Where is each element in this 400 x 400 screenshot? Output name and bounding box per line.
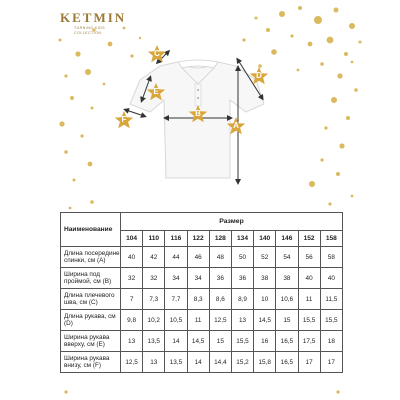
value-cell: 54 bbox=[276, 247, 298, 268]
size-chart bbox=[60, 212, 343, 373]
brand-tagline-line1: TURNING KIDS bbox=[74, 26, 106, 30]
value-cell: 13,5 bbox=[143, 331, 165, 352]
value-cell: 17 bbox=[320, 352, 342, 373]
value-cell: 15 bbox=[209, 331, 231, 352]
value-cell: 7 bbox=[121, 289, 143, 310]
brand-name: KETMIN bbox=[60, 10, 127, 25]
value-cell: 10 bbox=[254, 289, 276, 310]
row-label: Ширина рукава вверху, см (E) bbox=[61, 331, 121, 352]
table-row bbox=[61, 289, 343, 310]
value-cell: 10,6 bbox=[276, 289, 298, 310]
value-cell: 12,5 bbox=[209, 310, 231, 331]
label-star-e bbox=[146, 82, 166, 102]
brand-tagline-line2: COLLECTION bbox=[74, 30, 102, 35]
label-star-b bbox=[188, 104, 208, 124]
size-cell: 152 bbox=[298, 231, 320, 247]
value-cell: 36 bbox=[209, 268, 231, 289]
value-cell: 14 bbox=[187, 352, 209, 373]
size-cell: 140 bbox=[254, 231, 276, 247]
table-row bbox=[61, 331, 343, 352]
label-e: E bbox=[153, 87, 159, 96]
value-cell: 38 bbox=[276, 268, 298, 289]
value-cell: 56 bbox=[298, 247, 320, 268]
value-cell: 15,8 bbox=[254, 352, 276, 373]
label-star-c bbox=[147, 44, 167, 64]
label-star-f bbox=[114, 110, 134, 130]
value-cell: 15 bbox=[276, 310, 298, 331]
value-cell: 9,8 bbox=[121, 310, 143, 331]
value-cell: 10,5 bbox=[165, 310, 187, 331]
value-cell: 40 bbox=[121, 247, 143, 268]
row-label: Ширина под проймой, см (B) bbox=[61, 268, 121, 289]
value-cell: 7,3 bbox=[143, 289, 165, 310]
value-cell: 17,5 bbox=[298, 331, 320, 352]
table-header-row bbox=[61, 213, 343, 231]
value-cell: 13 bbox=[231, 310, 253, 331]
name-column-header: Наименование bbox=[61, 213, 121, 247]
table-row bbox=[61, 352, 343, 373]
label-b: B bbox=[195, 109, 201, 118]
value-cell: 15,2 bbox=[231, 352, 253, 373]
value-cell: 16 bbox=[254, 331, 276, 352]
label-d: D bbox=[256, 71, 262, 80]
size-cell: 104 bbox=[121, 231, 143, 247]
value-cell: 32 bbox=[121, 268, 143, 289]
value-cell: 34 bbox=[187, 268, 209, 289]
value-cell: 40 bbox=[320, 268, 342, 289]
value-cell: 46 bbox=[187, 247, 209, 268]
value-cell: 18 bbox=[320, 331, 342, 352]
value-cell: 42 bbox=[143, 247, 165, 268]
label-c: C bbox=[154, 49, 160, 58]
value-cell: 8,9 bbox=[231, 289, 253, 310]
value-cell: 11 bbox=[298, 289, 320, 310]
size-cell: 122 bbox=[187, 231, 209, 247]
value-cell: 8,3 bbox=[187, 289, 209, 310]
size-table bbox=[60, 212, 343, 373]
value-cell: 15,5 bbox=[231, 331, 253, 352]
row-label: Длина плечевого шва, см (C) bbox=[61, 289, 121, 310]
value-cell: 16,5 bbox=[276, 352, 298, 373]
value-cell: 32 bbox=[143, 268, 165, 289]
value-cell: 52 bbox=[254, 247, 276, 268]
label-a: A bbox=[233, 121, 239, 130]
size-cell: 116 bbox=[165, 231, 187, 247]
value-cell: 13 bbox=[143, 352, 165, 373]
table-row bbox=[61, 247, 343, 268]
size-cell: 158 bbox=[320, 231, 342, 247]
label-star-a bbox=[226, 116, 246, 136]
value-cell: 16,5 bbox=[276, 331, 298, 352]
value-cell: 7,7 bbox=[165, 289, 187, 310]
value-cell: 12,5 bbox=[121, 352, 143, 373]
value-cell: 14,5 bbox=[187, 331, 209, 352]
value-cell: 38 bbox=[254, 268, 276, 289]
row-label: Ширина рукава внизу, см (F) bbox=[61, 352, 121, 373]
value-cell: 14,4 bbox=[209, 352, 231, 373]
value-cell: 15,5 bbox=[320, 310, 342, 331]
label-star-d bbox=[249, 66, 269, 86]
value-cell: 14,5 bbox=[254, 310, 276, 331]
value-cell: 50 bbox=[231, 247, 253, 268]
value-cell: 17 bbox=[298, 352, 320, 373]
value-cell: 40 bbox=[298, 268, 320, 289]
value-cell: 34 bbox=[165, 268, 187, 289]
value-cell: 58 bbox=[320, 247, 342, 268]
label-f: F bbox=[121, 115, 127, 124]
value-cell: 48 bbox=[209, 247, 231, 268]
size-column-header: Размер bbox=[121, 213, 343, 231]
row-label: Длина посередине спинки, см (A) bbox=[61, 247, 121, 268]
value-cell: 15,5 bbox=[298, 310, 320, 331]
value-cell: 14 bbox=[165, 331, 187, 352]
table-row bbox=[61, 310, 343, 331]
value-cell: 13,5 bbox=[165, 352, 187, 373]
value-cell: 36 bbox=[231, 268, 253, 289]
value-cell: 10,2 bbox=[143, 310, 165, 331]
size-cell: 110 bbox=[143, 231, 165, 247]
size-cell: 128 bbox=[209, 231, 231, 247]
size-cell: 146 bbox=[276, 231, 298, 247]
value-cell: 44 bbox=[165, 247, 187, 268]
table-row bbox=[61, 268, 343, 289]
value-cell: 8,6 bbox=[209, 289, 231, 310]
value-cell: 11 bbox=[187, 310, 209, 331]
value-cell: 13 bbox=[121, 331, 143, 352]
size-cell: 134 bbox=[231, 231, 253, 247]
row-label: Длина рукава, см (D) bbox=[61, 310, 121, 331]
value-cell: 11,5 bbox=[320, 289, 342, 310]
